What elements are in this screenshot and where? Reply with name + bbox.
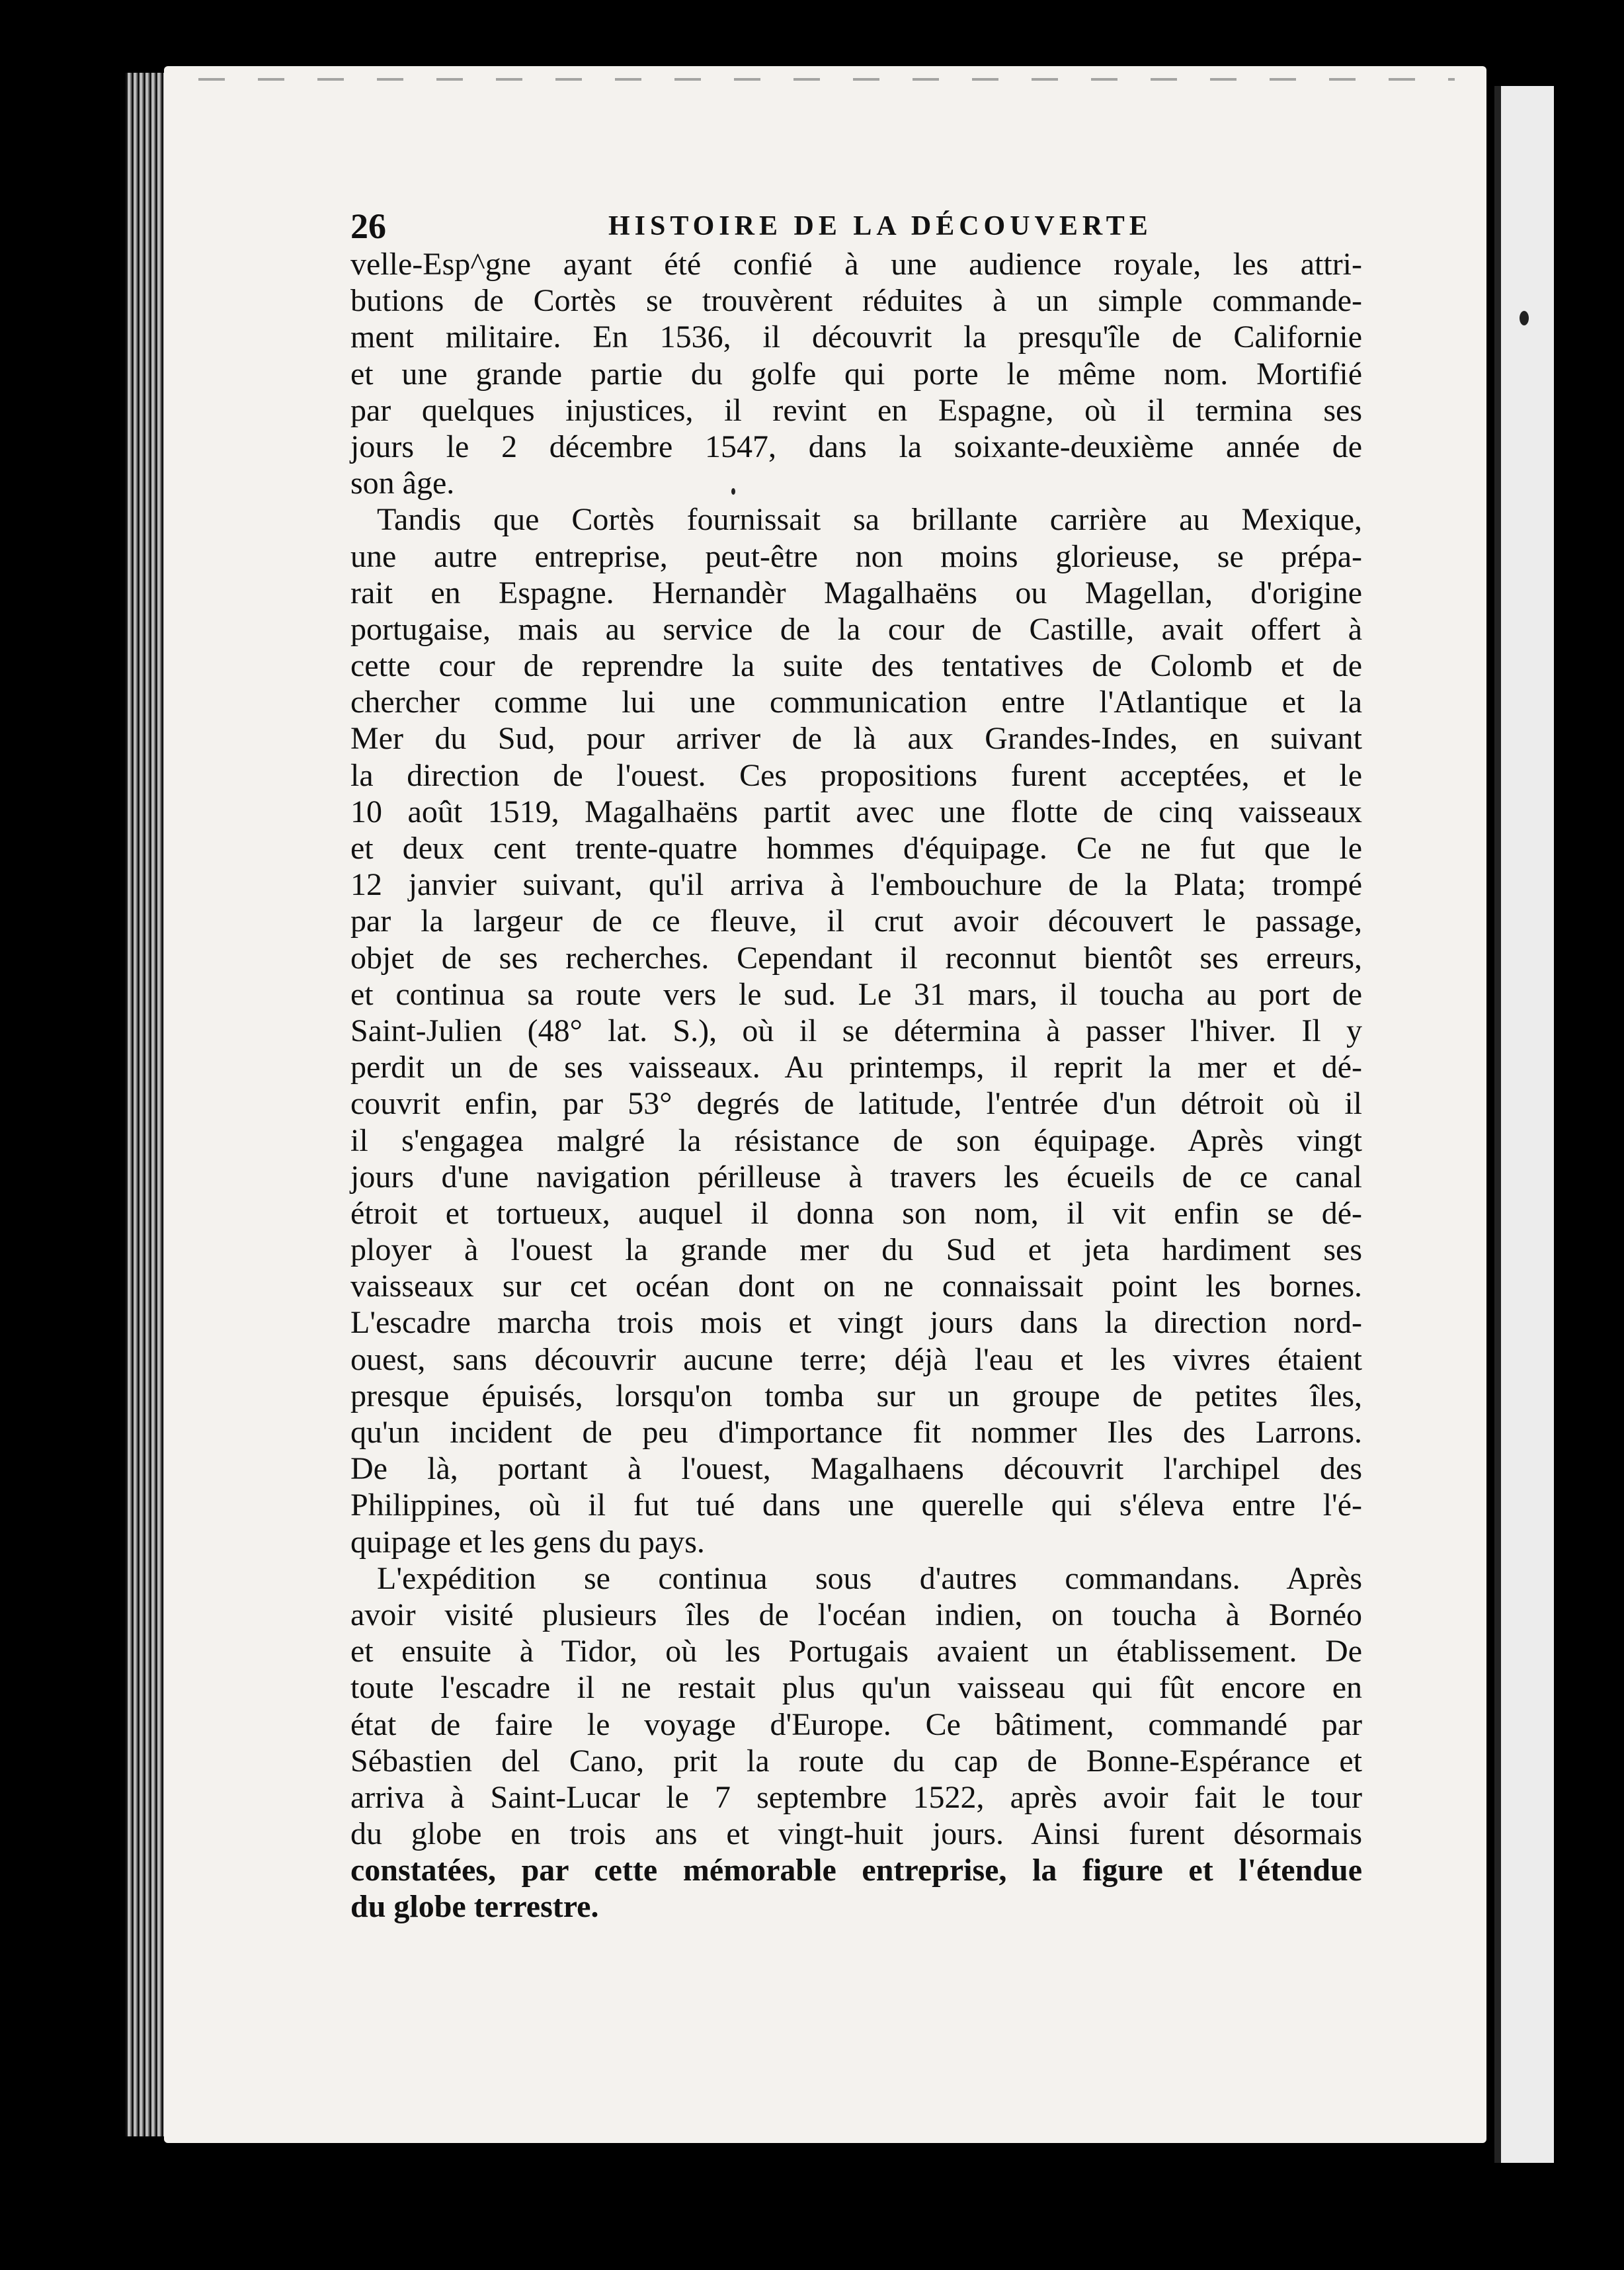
text-line: objet de ses recherches. Cependant il reconnut bientôt ses erreurs, [350,940,1362,976]
text-line: 12 janvier suivant, qu'il arriva à l'embouchure de la Plata; trompé [350,867,1362,903]
text-line: presque épuisés, lorsqu'on tomba sur un groupe de petites îles, [350,1378,1362,1413]
text-line: par quelques injustices, il revint en Espagne, où il termina ses [350,392,1362,428]
text-line: vaisseaux sur cet océan dont on ne connaissait point les bornes. [350,1269,1362,1304]
text-line: constatées, par cette mémorable entreprise, la figure et l'étendue [350,1853,1362,1888]
text-line: couvrit enfin, par 53° degrés de latitude, l'entrée d'un détroit où il [350,1086,1362,1122]
text-line: Saint-Julien (48° lat. S.), où il se détermina à passer l'hiver. Il y [350,1013,1362,1048]
text-line: ouest, sans découvrir aucune terre; déjà l'eau et les vivres étaient [350,1341,1362,1377]
ink-speck [1520,311,1529,325]
text-line: butions de Cortès se trouvèrent réduites à un simple commande- [350,283,1362,319]
text-line: L'escadre marcha trois mois et vingt jours dans la direction nord- [350,1305,1362,1341]
text-line: jours le 2 décembre 1547, dans la soixante-deuxième année de [350,429,1362,464]
paragraph-start-line: L'expédition se continua sous d'autres commandans. Après [377,1560,1362,1596]
text-line: du globe terrestre. [350,1889,599,1925]
text-line: et ensuite à Tidor, où les Portugais avaient un établissement. De [350,1634,1362,1669]
paragraph-start-line: Tandis que Cortès fournissait sa brillante carrière au Mexique, [377,502,1362,538]
text-line: ployer à l'ouest la grande mer du Sud et jeta hardiment ses [350,1232,1362,1268]
facing-page-edge [1494,86,1554,2163]
text-line: Mer du Sud, pour arriver de là aux Grandes-Indes, en suivant [350,721,1362,757]
text-line: et une grande partie du golfe qui porte le même nom. Mortifié [350,356,1362,392]
text-line: par la largeur de ce fleuve, il crut avoir découvert le passage, [350,904,1362,939]
page-header [350,206,1362,246]
text-line: chercher comme lui une communication entre l'Atlantique et la [350,685,1362,720]
text-line: portugaise, mais au service de la cour de Castille, avait offert à [350,611,1362,647]
text-line: la direction de l'ouest. Ces propositions furent acceptées, et le [350,757,1362,793]
text-line: cette cour de reprendre la suite des tentatives de Colomb et de [350,648,1362,684]
text-line: 10 août 1519, Magalhaëns partit avec une flotte de cinq vaisseaux [350,794,1362,829]
text-line: qu'un incident de peu d'importance fit nommer Iles des Larrons. [350,1415,1362,1450]
text-line: perdit un de ses vaisseaux. Au printemps, il reprit la mer et dé- [350,1050,1362,1085]
text-line: état de faire le voyage d'Europe. Ce bâtiment, commandé par [350,1706,1362,1742]
page-number: 26 [350,206,386,246]
text-line: une autre entreprise, peut-être non moins glorieuse, se prépa- [350,538,1362,574]
body-text [350,246,1362,1925]
text-line: il s'engagea malgré la résistance de son équipage. Après vingt [350,1122,1362,1158]
text-line: jours d'une navigation périlleuse à travers les écueils de ce canal [350,1159,1362,1195]
text-line: avoir visité plusieurs îles de l'océan indien, on toucha à Bornéo [350,1597,1362,1632]
text-line: toute l'escadre il ne restait plus qu'un vaisseau qui fût encore en [350,1670,1362,1706]
running-title: HISTOIRE DE LA DÉCOUVERTE [608,211,1153,241]
text-line: ment militaire. En 1536, il découvrit la presqu'île de Californie [350,319,1362,355]
text-line: du globe en trois ans et vingt-huit jours. Ainsi furent désormais [350,1816,1362,1852]
scan-border [1619,0,1624,2270]
text-line: et continua sa route vers le sud. Le 31 mars, il toucha au port de [350,976,1362,1012]
page-top-wear [198,78,1455,81]
text-line: De là, portant à l'ouest, Magalhaens découvrit l'archipel des [350,1451,1362,1487]
text-line: arriva à Saint-Lucar le 7 septembre 1522, après avoir fait le tour [350,1779,1362,1815]
text-line: et deux cent trente-quatre hommes d'équipage. Ce ne fut que le [350,831,1362,866]
text-line: Sébastien del Cano, prit la route du cap de Bonne-Espérance et [350,1743,1362,1779]
text-line: étroit et tortueux, auquel il donna son nom, il vit enfin se dé- [350,1195,1362,1231]
text-line: velle-Esp^gne ayant été confié à une audience royale, les attri- [350,247,1362,282]
text-line: son âge. [350,466,455,501]
text-line: Philippines, où il fut tué dans une querelle qui s'éleva entre l'é- [350,1488,1362,1523]
text-line: quipage et les gens du pays. [350,1524,705,1560]
text-line: rait en Espagne. Hernandèr Magalhaëns ou Magellan, d'origine [350,575,1362,610]
